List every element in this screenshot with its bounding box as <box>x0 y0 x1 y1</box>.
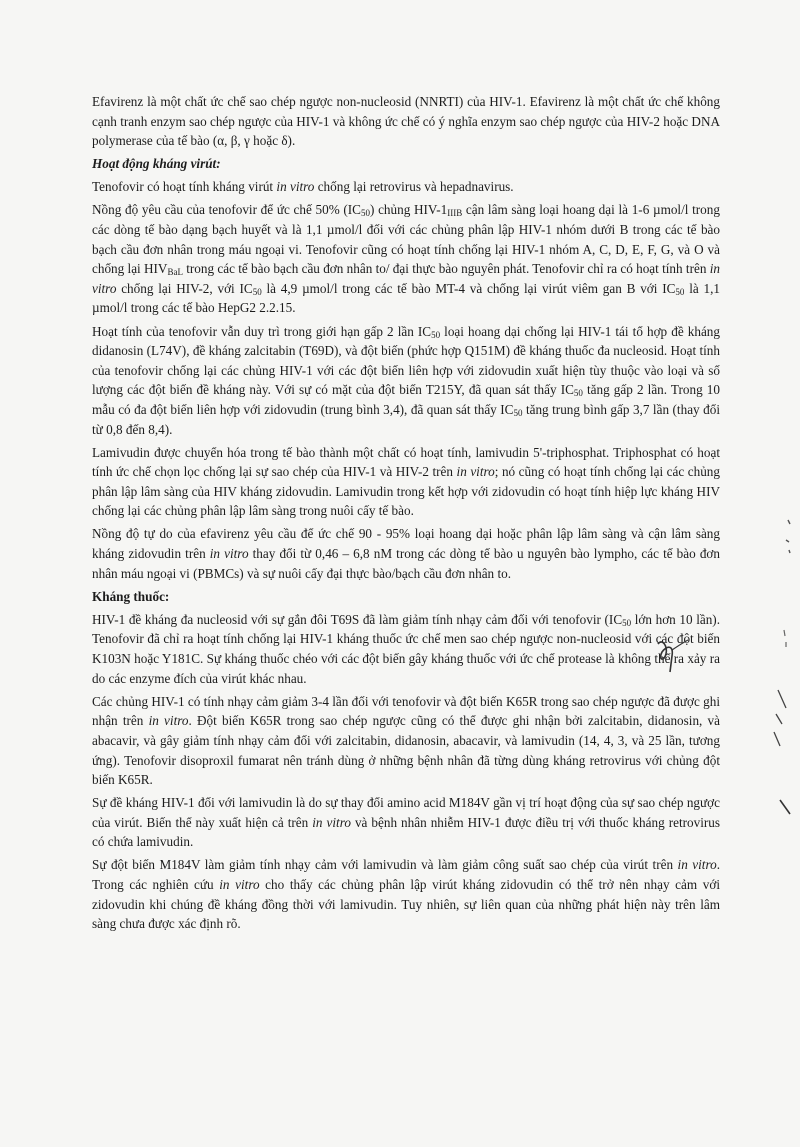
subscript: 50 <box>431 329 441 340</box>
paragraph-hiv-resistance <box>92 610 720 688</box>
text-run: Sự đề kháng HIV-1 đối với lamivudin là do sự thay đổi amino acid M184V gần vị trí hoạt động của sự sao chép ngược của virút. Biến thể này xuất hiện cả trên <box>92 795 720 830</box>
paragraph-tenofovir-ic50 <box>92 200 720 318</box>
subscript: 50 <box>622 617 632 628</box>
text-run: tăng gấp 2 lần. Trong 10 mẫu có đa đột biến liên hợp với zidovudin (trung bình 3,4), đã quan sát thấy IC <box>92 382 720 417</box>
text-run: ; nó cũng có hoạt tính chống lại các chủng phân lập lâm sàng của HIV kháng zidovudin. Lamivudin trong kết hợp với zidovudin có hoạt tính hiệp lực kháng HIV chống lại các chủng phân lập lâm sàng trong nuôi cấy tế bào. <box>92 464 720 519</box>
page-edge-scan-marks <box>758 500 794 830</box>
text-run: cho thấy các chủng phân lập virút kháng zidovudin có thể trở nên nhạy cảm với zidovudin khi chúng đề kháng đồng thời với lamivudin. Tuy nhiên, sự liên quan của những phát hiện này trên lâm sàng chưa được xác định rõ. <box>92 877 720 932</box>
italic-term: in vitro <box>148 713 189 729</box>
text-run: là 1,1 µmol/l trong các tế bào HepG2 2.2.15. <box>92 280 720 316</box>
text-run: chống lại retrovirus và hepadnavirus. <box>314 179 514 195</box>
text-run: Lamivudin được chuyển hóa trong tế bào thành một chất có hoạt tính, lamivudin 5'-triphosphat. Triphosphat có hoạt tính ức chế chọn lọc chống lại sự sao chép của HIV-1 và HIV-2 trên <box>92 444 720 480</box>
italic-term: in vitro <box>276 179 315 195</box>
paragraph-efavirenz-intro <box>92 92 720 151</box>
text-run: loại hoang dại chống lại HIV-1 tái tổ hợp đề kháng didanosin (L74V), đề kháng zalcitabin (T69D), và đột biến (phức hợp Q151M) đề kháng thuốc đa nucleosid. Hoạt tính của tenofovir chống lại các chủng HIV-1 với các đột biến liên hợp với zidovudin xuất hiện tùy thuộc vào loại và số lượng các đột biến đề kháng này. Với sự có mặt của đột biến T215Y, đã quan sát thấy IC <box>92 323 720 398</box>
subscript: 50 <box>360 208 370 219</box>
document-body <box>92 92 720 937</box>
italic-term: in vitro <box>456 464 495 480</box>
italic-term: in vitro <box>92 261 720 296</box>
text-run: Nồng độ tự do của efavirenz yêu cầu để ức chế 90 - 95% loại hoang dại hoặc phân lập lâm sàng và cận lâm sàng kháng zidovudin trên <box>92 526 720 562</box>
subscript: BaL <box>167 267 183 278</box>
paragraph-m184v-effects <box>92 855 720 933</box>
paragraph-lamivudin-metabolism <box>92 443 720 521</box>
italic-term: in vitro <box>677 857 717 873</box>
subscript: IIIB <box>447 208 463 219</box>
text-run: . Trong các nghiên cứu <box>92 857 720 893</box>
subscript: 50 <box>513 407 523 418</box>
text-run: lớn hơn 10 lần). Tenofovir đã chỉ ra hoạt tính chống lại HIV-1 kháng thuốc ức chế men sao chép ngược non-nucleosid với các đột biến K103N hoặc Y181C. Sự kháng thuốc chéo với các đột biến gây kháng thuốc với ức chế protease là không thể ra xảy ra do các enzyme đích của virút khác nhau. <box>92 611 720 686</box>
subscript: 50 <box>573 388 583 399</box>
italic-term: in vitro <box>219 877 260 893</box>
heading-antiviral-activity: Hoạt động kháng virút: <box>92 156 221 172</box>
text-run: trong các tế bào bạch cầu đơn nhân to/ đại thực bào nguyên phát. Tenofovir chỉ ra có hoạt tính trên <box>182 261 710 277</box>
handwritten-initial-mark <box>652 636 692 676</box>
text-run: và bệnh nhân nhiễm HIV-1 được điều trị với thuốc kháng retrovirus có chứa lamivudin. <box>92 814 720 850</box>
italic-term: in vitro <box>312 814 351 830</box>
paragraph-efavirenz-concentration <box>92 524 720 583</box>
paragraph-k65r-mutation <box>92 692 720 790</box>
paragraph-tenofovir-activity <box>92 177 720 197</box>
text-run: Nồng độ yêu cầu của tenofovir để ức chế 50% (IC <box>92 202 361 218</box>
text-run: cận lâm sàng loại hoang dại là 1-6 µmol/l trong các dòng tế bào dạng bạch huyết và là 1,1 µmol/l đối với các chủng phân lập HIV-1 nhóm dưới B trong các tế bào bạch cầu đơn nhân trong máu ngoại vi. Tenofovir cũng có hoạt tính chống lại HIV-1 nhóm A, C, D, E, F, G, và O và chống lại HIV <box>92 202 720 277</box>
text-run: Tenofovir có hoạt tính kháng virút <box>92 179 277 195</box>
text-run: Hoạt tính của tenofovir vẫn duy trì trong giới hạn gấp 2 lần IC <box>92 323 432 339</box>
heading-drug-resistance: Kháng thuốc: <box>92 588 170 604</box>
text-run: Các chủng HIV-1 có tính nhạy cảm giảm 3-4 lần đối với tenofovir và đột biến K65R trong sao chép ngược đã được ghi nhận trên <box>92 693 720 729</box>
text-run: chống lại HIV-2, với IC <box>116 280 253 296</box>
paragraph-m184v-resistance <box>92 793 720 852</box>
text-run: . Đột biến K65R trong sao chép ngược cũng có thể được ghi nhận bởi zalcitabin, didanosin, và abacavir, và gây giảm tính nhạy cảm đối với zalcitabin, didanosin, abacavir, và lamivudin (14, 4, 3, và 25 lần, tương ứng). Tenofovir disoproxil fumarat nên tránh dùng ở những bệnh nhân đã từng dùng kháng retrovirus với chủng đột biến K65R. <box>92 713 720 788</box>
subscript: 50 <box>252 286 262 297</box>
text-run: Sự đột biến M184V làm giảm tính nhạy cảm với lamivudin và làm giảm công suất sao chép của virút trên <box>92 857 678 873</box>
text-run: HIV-1 đề kháng đa nucleosid với sự gắn đôi T69S đã làm giảm tính nhạy cảm đối với tenofovir (IC <box>92 611 623 627</box>
text-run: ) chủng HIV-1 <box>369 202 448 218</box>
text-run: tăng trung bình gấp 3,7 lần (thay đổi từ 0,8 đến 8,4). <box>92 401 720 437</box>
paragraph-tenofovir-mutations <box>92 322 720 440</box>
text-run: Efavirenz là một chất ức chế sao chép ngược non-nucleosid (NNRTI) của HIV-1. Efavirenz là một chất ức chế không cạnh tranh enzym sao chép ngược của HIV-1 và không ức chế có ý nghĩa enzym sao chép ngược của HIV-2 hoặc DNA polymerase của tế bào (α, β, γ hoặc δ). <box>92 94 720 149</box>
text-run: là 4,9 µmol/l trong các tế bào MT-4 và chống lại virút viêm gan B với IC <box>261 280 676 296</box>
subscript: 50 <box>675 286 685 297</box>
italic-term: in vitro <box>209 546 249 562</box>
text-run: thay đổi từ 0,46 – 6,8 nM trong các dòng tế bào u nguyên bào lympho, các tế bào đơn nhân máu ngoại vi (PBMCs) và sự nuôi cấy đại thực bào/bạch cầu đơn nhân to. <box>92 546 720 581</box>
